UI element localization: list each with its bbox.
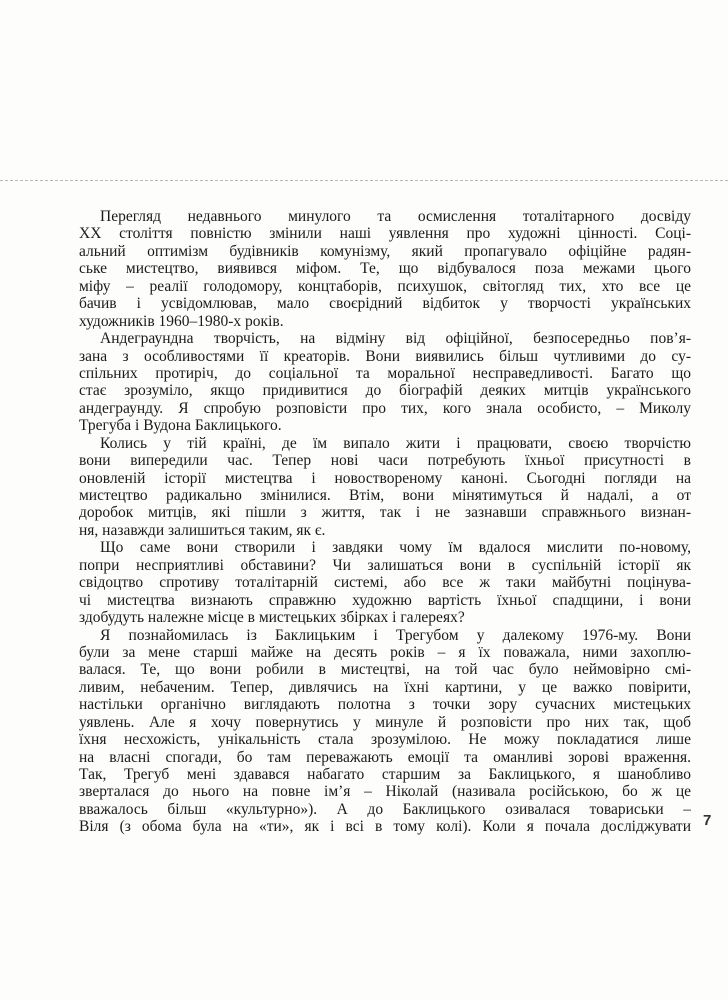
header-divider <box>0 180 728 181</box>
text-line: чі мистецтва визнають справжню художню вартість їхньої спадщини, і вони <box>79 591 691 609</box>
paragraph <box>79 627 691 836</box>
text-line: XX століття повністю змінили наші уявлення про художні цінності. Соці- <box>79 225 691 243</box>
text-line: ливим, небаченим. Тепер, дивлячись на їхні картини, у це важко повірити, <box>79 678 691 696</box>
text-line: зана з особливостями її креаторів. Вони виявились більш чутливими до су- <box>79 347 691 365</box>
paragraph <box>79 330 691 435</box>
paragraph <box>79 539 691 626</box>
text-line: бачив і усвідомлював, мало своєрідний відбиток у творчості українських <box>79 295 691 313</box>
text-line: мистецтво радикально змінилися. Втім, вони мінятимуться й надалі, а от <box>79 487 691 504</box>
text-line: Трегуба і Вудона Баклицького. <box>79 417 282 435</box>
paragraph <box>79 435 691 540</box>
text-line: Так, Трегуб мені здавався набагато старшим за Баклицького, я шанобливо <box>79 766 691 783</box>
page-number: 7 <box>703 812 712 829</box>
text-line: Я познайомилась із Баклицьким і Трегубом у далекому 1976-му. Вони <box>100 626 691 644</box>
text-line: настільки органічно виглядають полотна з точки зору сучасних мистецьких <box>79 696 691 714</box>
text-line: міфу – реалії голодомору, концтаборів, психушок, світогляд тих, хто все це <box>79 277 691 295</box>
text-line: Колись у тій країні, де їм випало жити і працювати, своєю творчістю <box>100 434 691 452</box>
text-line: Перегляд недавнього минулого та осмислення тоталітарного досвіду <box>100 208 691 225</box>
body-text <box>79 208 691 836</box>
text-line: свідоцтво спротиву тоталітарній системі, або все ж таки майбутні поцінува- <box>79 574 691 592</box>
text-line: андеграунду. Я спробую розповісти про тих, кого знала особисто, – Миколу <box>79 399 691 417</box>
text-line: валася. Те, що вони робили в мистецтві, на той час було неймовірно смі- <box>79 661 691 679</box>
text-line: Андеграундна творчість, на відміну від офіційної, безпосередньо пов’я- <box>100 330 691 348</box>
text-line: здобудуть належне місце в мистецьких збірках і галереях? <box>79 609 465 627</box>
text-line: Що саме вони створили і завдяки чому їм вдалося мислити по-новому, <box>100 539 691 557</box>
text-line: оновленій історії мистецтва і новоствореному каноні. Сьогодні погляди на <box>79 469 691 487</box>
text-line: уявлень. Але я хочу повернутись у минуле й розповісти про них так, щоб <box>79 713 691 731</box>
text-line: ське мистецтво, виявився міфом. Те, що відбувалося поза межами цього <box>79 260 691 278</box>
text-line: доробок митців, які пішли з життя, так і не зазнавши справжнього визнан- <box>79 504 691 522</box>
text-line: зверталася до нього на повне ім’я – Ніколай (називала російською, бо ж це <box>79 783 691 801</box>
paragraph <box>79 208 691 330</box>
text-line: художників 1960–1980-х років. <box>79 312 284 330</box>
text-line: вважалось більш «культурно»). А до Баклицького озивалася товариськи – <box>79 800 691 818</box>
text-line: їхня несхожість, унікальність стала зрозумілою. Не можу покладатися лише <box>79 731 691 749</box>
text-line: ня, назавжди залишиться таким, як є. <box>79 521 326 539</box>
text-line: попри несприятливі обставини? Чи залишаться вони в суспільній історії як <box>79 556 691 574</box>
text-line: були за мене старші майже на десять років – я їх поважала, ними захоплю- <box>79 643 691 661</box>
text-line: спільних протиріч, до соціальної та моральної несправедливості. Багато що <box>79 364 691 382</box>
text-line: вони випередили час. Тепер нові часи потребують їхньої присутності в <box>79 452 691 470</box>
text-line: Віля (з обома була на «ти», як і всі в тому колі). Коли я почала досліджувати <box>79 818 691 836</box>
text-line: альний оптимізм будівників комунізму, який пропагувало офіційне радян- <box>79 242 691 260</box>
text-line: стає зрозуміло, якщо придивитися до біографій деяких митців українського <box>79 382 691 400</box>
text-line: на власні спогади, бо там переважають емоції та оманливі зорові враження. <box>79 748 691 766</box>
